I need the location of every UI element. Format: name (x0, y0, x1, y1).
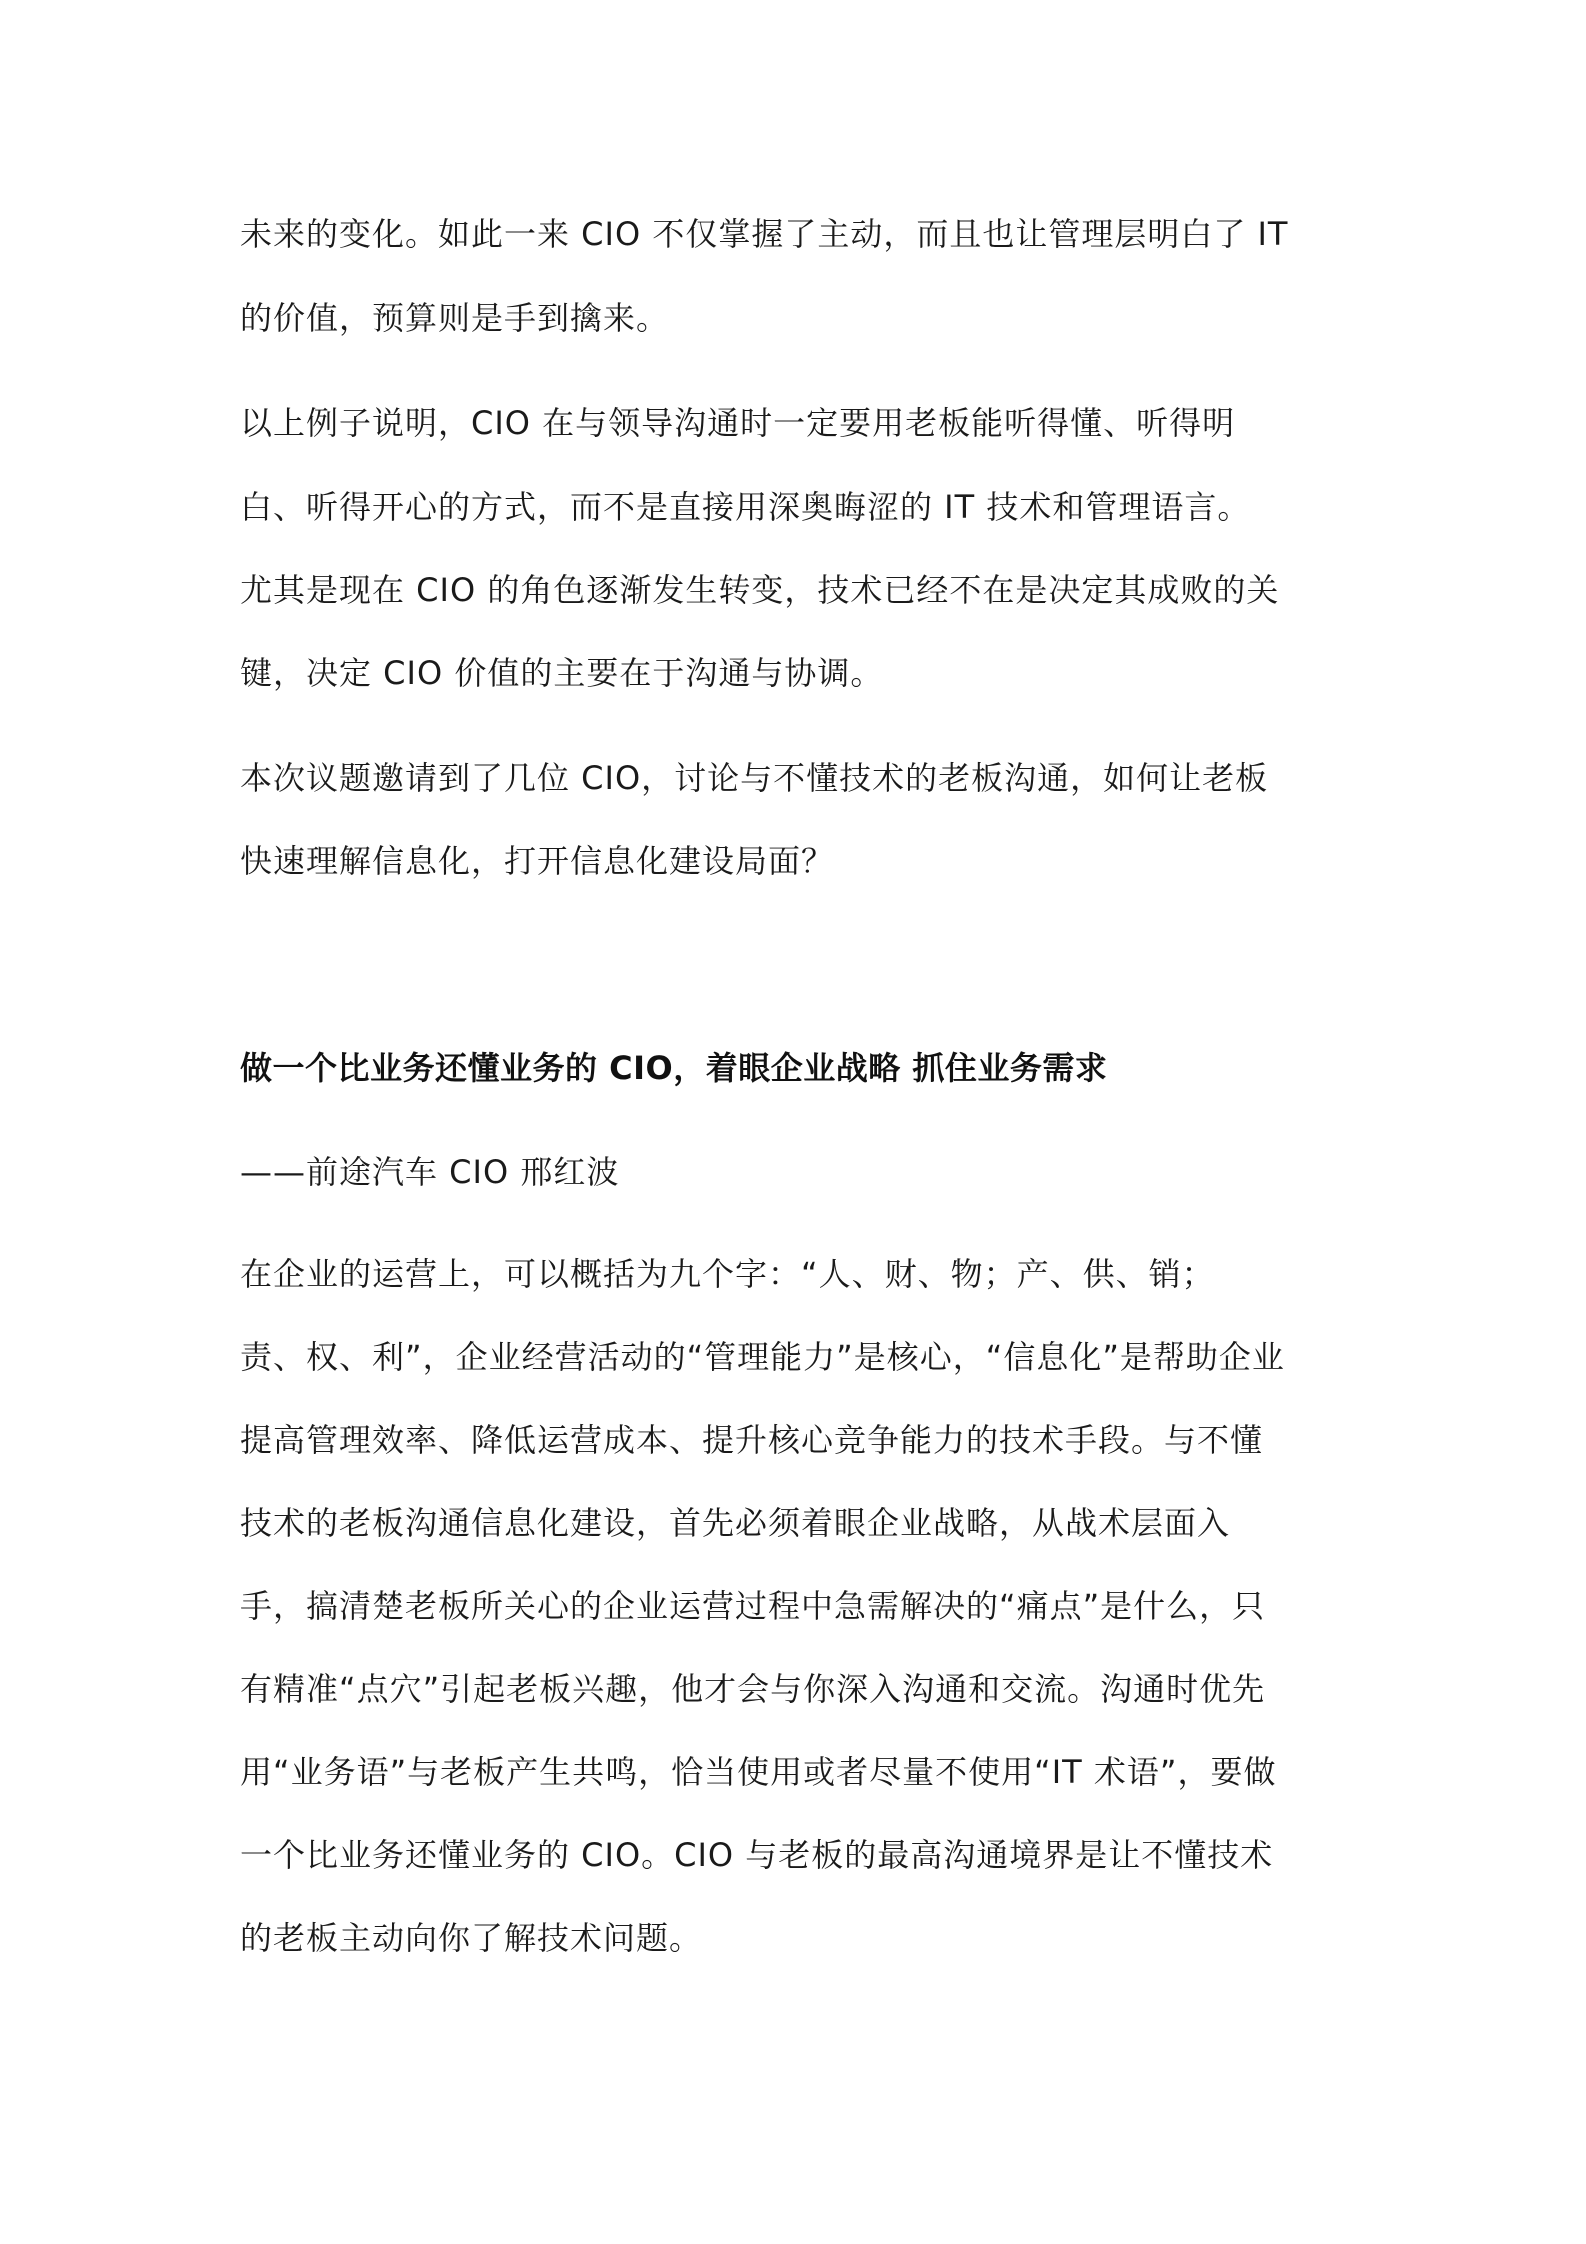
section-heading: 做一个比业务还懂业务的 CIO，着眼企业战略 抓住业务需求 (240, 1049, 1108, 1087)
paragraph-line: 尤其是现在 CIO 的角色逐渐发生转变，技术已经不在是决定其成败的关 (240, 571, 1280, 609)
paragraph-line: 键，决定 CIO 价值的主要在于沟通与协调。 (240, 654, 884, 692)
paragraph-line: 责、权、利”，企业经营活动的“管理能力”是核心，“信息化”是帮助企业 (240, 1338, 1285, 1376)
paragraph-line: 快速理解信息化，打开信息化建设局面？ (240, 842, 835, 880)
paragraph-line: 手，搞清楚老板所关心的企业运营过程中急需解决的“痛点”是什么，只 (240, 1587, 1266, 1625)
paragraph-line: 用“业务语”与老板产生共鸣，恰当使用或者尽量不使用“IT 术语”，要做 (240, 1753, 1277, 1791)
paragraph-line: 一个比业务还懂业务的 CIO。CIO 与老板的最高沟通境界是让不懂技术 (240, 1836, 1274, 1874)
paragraph-line: 的老板主动向你了解技术问题。 (240, 1919, 703, 1957)
author-byline: ——前途汽车 CIO 邢红波 (240, 1153, 620, 1191)
paragraph-line: 有精准“点穴”引起老板兴趣，他才会与你深入沟通和交流。沟通时优先 (240, 1670, 1266, 1708)
paragraph-line: 提高管理效率、降低运营成本、提升核心竞争能力的技术手段。与不懂 (240, 1421, 1264, 1459)
paragraph-line: 的价值，预算则是手到擒来。 (240, 299, 670, 337)
paragraph-line: 以上例子说明，CIO 在与领导沟通时一定要用老板能听得懂、听得明 (240, 404, 1236, 442)
paragraph-line: 白、听得开心的方式，而不是直接用深奥晦涩的 IT 技术和管理语言。 (240, 488, 1251, 526)
paragraph-line: 本次议题邀请到了几位 CIO，讨论与不懂技术的老板沟通，如何让老板 (240, 759, 1269, 797)
paragraph-line: 在企业的运营上，可以概括为九个字：“人、财、物；产、供、销； (240, 1255, 1215, 1293)
paragraph-line: 未来的变化。如此一来 CIO 不仅掌握了主动，而且也让管理层明白了 IT (240, 215, 1289, 253)
paragraph-line: 技术的老板沟通信息化建设，首先必须着眼企业战略，从战术层面入 (240, 1504, 1231, 1542)
